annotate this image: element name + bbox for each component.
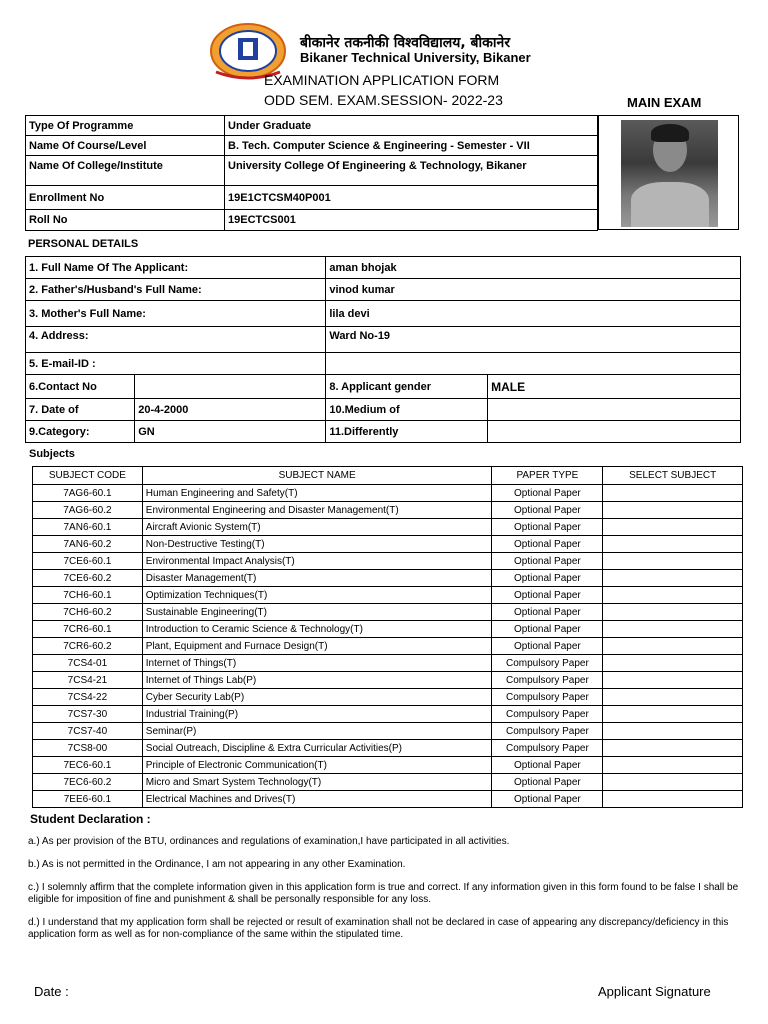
subject-code: 7EC6-60.1 xyxy=(33,757,143,774)
table-row xyxy=(26,421,741,443)
subject-code: 7CE6-60.2 xyxy=(33,570,143,587)
subject-code: 7CS4-01 xyxy=(33,655,143,672)
select-subject-cell[interactable] xyxy=(603,638,743,655)
paper-type: Optional Paper xyxy=(492,587,603,604)
subject-code: 7CE6-60.1 xyxy=(33,553,143,570)
medium-value xyxy=(488,399,741,421)
paper-type: Optional Paper xyxy=(492,519,603,536)
subject-code: 7CS7-40 xyxy=(33,723,143,740)
address-value: Ward No-19 xyxy=(326,327,741,353)
table-row xyxy=(33,587,743,604)
table-row xyxy=(26,156,598,186)
subject-code: 7AG6-60.1 xyxy=(33,485,143,502)
paper-type: Optional Paper xyxy=(492,621,603,638)
father-name-label: 2. Father's/Husband's Full Name: xyxy=(26,279,326,301)
select-subject-cell[interactable] xyxy=(603,536,743,553)
differently-value xyxy=(488,421,741,443)
subject-name: Optimization Techniques(T) xyxy=(142,587,492,604)
subject-name: Principle of Electronic Communication(T) xyxy=(142,757,492,774)
declaration-d: d.) I understand that my application form shall be rejected or result of examination shall not be declared in case of appearing any discrepancy/deficiency in this application form as well as for non-compliance of the same within the stipulated time. xyxy=(28,917,729,940)
table-row xyxy=(33,723,743,740)
table-row xyxy=(33,774,743,791)
subject-name: Cyber Security Lab(P) xyxy=(142,689,492,706)
table-row xyxy=(26,375,741,399)
subject-name: Internet of Things Lab(P) xyxy=(142,672,492,689)
subject-code: 7AN6-60.2 xyxy=(33,536,143,553)
roll-value: 19ECTCS001 xyxy=(225,210,598,231)
programme-table xyxy=(25,115,598,231)
college-label: Name Of College/Institute xyxy=(26,156,225,186)
subject-name: Aircraft Avionic System(T) xyxy=(142,519,492,536)
paper-type: Optional Paper xyxy=(492,536,603,553)
category-value: GN xyxy=(135,421,326,443)
table-row xyxy=(26,186,598,210)
email-label: 5. E-mail-ID : xyxy=(26,353,326,375)
paper-type: Compulsory Paper xyxy=(492,706,603,723)
subject-name: Social Outreach, Discipline & Extra Curricular Activities(P) xyxy=(142,740,492,757)
subject-code: 7EC6-60.2 xyxy=(33,774,143,791)
select-subject-cell[interactable] xyxy=(603,706,743,723)
paper-type: Optional Paper xyxy=(492,553,603,570)
differently-label: 11.Differently xyxy=(326,421,488,443)
column-header-select: SELECT SUBJECT xyxy=(603,467,743,485)
subject-code: 7CR6-60.1 xyxy=(33,621,143,638)
enrollment-value: 19E1CTCSM40P001 xyxy=(225,186,598,210)
table-row xyxy=(33,672,743,689)
subject-code: 7CH6-60.2 xyxy=(33,604,143,621)
select-subject-cell[interactable] xyxy=(603,587,743,604)
personal-details-heading: PERSONAL DETAILS xyxy=(28,238,139,250)
table-row xyxy=(26,399,741,421)
applicant-photo xyxy=(621,120,718,227)
subject-code: 7CS7-30 xyxy=(33,706,143,723)
contact-value xyxy=(135,375,326,399)
subject-code: 7CR6-60.2 xyxy=(33,638,143,655)
table-row xyxy=(26,353,741,375)
table-row xyxy=(33,485,743,502)
paper-type: Optional Paper xyxy=(492,774,603,791)
select-subject-cell[interactable] xyxy=(603,757,743,774)
category-label: 9.Category: xyxy=(26,421,135,443)
subject-name: Plant, Equipment and Furnace Design(T) xyxy=(142,638,492,655)
table-header-row xyxy=(33,467,743,485)
declaration-a: a.) As per provision of the BTU, ordinances and regulations of examination,I have participated in all activities. xyxy=(28,836,510,847)
subject-name: Seminar(P) xyxy=(142,723,492,740)
select-subject-cell[interactable] xyxy=(603,723,743,740)
subject-name: Industrial Training(P) xyxy=(142,706,492,723)
course-label: Name Of Course/Level xyxy=(26,136,225,156)
paper-type: Compulsory Paper xyxy=(492,740,603,757)
date-label: Date : xyxy=(34,984,69,999)
paper-type: Compulsory Paper xyxy=(492,723,603,740)
paper-type: Compulsory Paper xyxy=(492,655,603,672)
table-row xyxy=(26,210,598,231)
table-row xyxy=(26,327,741,353)
table-row xyxy=(33,604,743,621)
medium-label: 10.Medium of xyxy=(326,399,488,421)
college-value: University College Of Engineering & Technology, Bikaner xyxy=(225,156,598,186)
select-subject-cell[interactable] xyxy=(603,672,743,689)
select-subject-cell[interactable] xyxy=(603,604,743,621)
declaration-b: b.) As is not permitted in the Ordinance, I am not appearing in any other Examination. xyxy=(28,859,406,870)
select-subject-cell[interactable] xyxy=(603,740,743,757)
university-name-hindi: बीकानेर तकनीकी विश्वविद्यालय, बीकानेर xyxy=(300,35,511,51)
table-row xyxy=(26,257,741,279)
table-row xyxy=(33,757,743,774)
select-subject-cell[interactable] xyxy=(603,502,743,519)
select-subject-cell[interactable] xyxy=(603,774,743,791)
subject-code: 7EE6-60.1 xyxy=(33,791,143,808)
gender-value: MALE xyxy=(488,375,741,399)
table-row xyxy=(33,519,743,536)
dob-label: 7. Date of xyxy=(26,399,135,421)
email-value xyxy=(326,353,741,375)
subject-name: Environmental Engineering and Disaster Management(T) xyxy=(142,502,492,519)
subject-name: Environmental Impact Analysis(T) xyxy=(142,553,492,570)
subject-name: Internet of Things(T) xyxy=(142,655,492,672)
mother-name-value: lila devi xyxy=(326,301,741,327)
paper-type: Optional Paper xyxy=(492,757,603,774)
paper-type: Optional Paper xyxy=(492,791,603,808)
paper-type: Optional Paper xyxy=(492,570,603,587)
select-subject-cell[interactable] xyxy=(603,519,743,536)
programme-type-value: Under Graduate xyxy=(225,116,598,136)
paper-type: Optional Paper xyxy=(492,502,603,519)
select-subject-cell[interactable] xyxy=(603,689,743,706)
full-name-value: aman bhojak xyxy=(326,257,741,279)
subjects-table xyxy=(32,466,743,808)
select-subject-cell[interactable] xyxy=(603,621,743,638)
table-row xyxy=(33,740,743,757)
select-subject-cell[interactable] xyxy=(603,553,743,570)
dob-value: 20-4-2000 xyxy=(135,399,326,421)
subject-code: 7CS4-21 xyxy=(33,672,143,689)
table-row xyxy=(33,689,743,706)
declaration-c: c.) I solemnly affirm that the complete information given in this application form is true and correct. If any information given in this form found to be false I shall be eligible for imposition of fine and punishment & shall be personally responsible for any loss. xyxy=(28,882,739,905)
programme-type-label: Type Of Programme xyxy=(26,116,225,136)
table-row xyxy=(33,502,743,519)
course-value: B. Tech. Computer Science & Engineering - Semester - VII xyxy=(225,136,598,156)
table-row xyxy=(33,638,743,655)
full-name-label: 1. Full Name Of The Applicant: xyxy=(26,257,326,279)
table-row xyxy=(33,621,743,638)
father-name-value: vinod kumar xyxy=(326,279,741,301)
personal-details-table xyxy=(25,256,741,443)
column-header-code: SUBJECT CODE xyxy=(33,467,143,485)
mother-name-label: 3. Mother's Full Name: xyxy=(26,301,326,327)
subject-name: Human Engineering and Safety(T) xyxy=(142,485,492,502)
exam-session: ODD SEM. EXAM.SESSION- 2022-23 xyxy=(264,92,503,108)
applicant-photo-frame xyxy=(598,115,739,230)
subject-code: 7CS8-00 xyxy=(33,740,143,757)
table-row xyxy=(33,706,743,723)
subject-code: 7CS4-22 xyxy=(33,689,143,706)
paper-type: Optional Paper xyxy=(492,604,603,621)
table-row xyxy=(26,301,741,327)
paper-type: Compulsory Paper xyxy=(492,672,603,689)
signature-label: Applicant Signature xyxy=(598,984,711,999)
subject-name: Sustainable Engineering(T) xyxy=(142,604,492,621)
roll-label: Roll No xyxy=(26,210,225,231)
select-subject-cell[interactable] xyxy=(603,570,743,587)
subject-code: 7AN6-60.1 xyxy=(33,519,143,536)
subject-name: Micro and Smart System Technology(T) xyxy=(142,774,492,791)
enrollment-label: Enrollment No xyxy=(26,186,225,210)
form-title: EXAMINATION APPLICATION FORM xyxy=(264,72,500,88)
address-label: 4. Address: xyxy=(26,327,326,353)
column-header-name: SUBJECT NAME xyxy=(142,467,492,485)
gender-label: 8. Applicant gender xyxy=(326,375,488,399)
table-row xyxy=(33,570,743,587)
subject-name: Electrical Machines and Drives(T) xyxy=(142,791,492,808)
table-row xyxy=(33,655,743,672)
paper-type: Compulsory Paper xyxy=(492,689,603,706)
subjects-heading: Subjects xyxy=(29,448,75,460)
table-row xyxy=(33,536,743,553)
subject-code: 7AG6-60.2 xyxy=(33,502,143,519)
subject-name: Disaster Management(T) xyxy=(142,570,492,587)
university-name-english: Bikaner Technical University, Bikaner xyxy=(300,50,531,65)
declaration-heading: Student Declaration : xyxy=(30,812,151,826)
select-subject-cell[interactable] xyxy=(603,485,743,502)
contact-label: 6.Contact No xyxy=(26,375,135,399)
table-row xyxy=(33,791,743,808)
select-subject-cell[interactable] xyxy=(603,655,743,672)
exam-type: MAIN EXAM xyxy=(627,95,702,110)
table-row xyxy=(26,116,598,136)
subject-name: Introduction to Ceramic Science & Technology(T) xyxy=(142,621,492,638)
table-row xyxy=(33,553,743,570)
subject-code: 7CH6-60.1 xyxy=(33,587,143,604)
paper-type: Optional Paper xyxy=(492,485,603,502)
table-row xyxy=(26,136,598,156)
table-row xyxy=(26,279,741,301)
column-header-type: PAPER TYPE xyxy=(492,467,603,485)
paper-type: Optional Paper xyxy=(492,638,603,655)
select-subject-cell[interactable] xyxy=(603,791,743,808)
subject-name: Non-Destructive Testing(T) xyxy=(142,536,492,553)
